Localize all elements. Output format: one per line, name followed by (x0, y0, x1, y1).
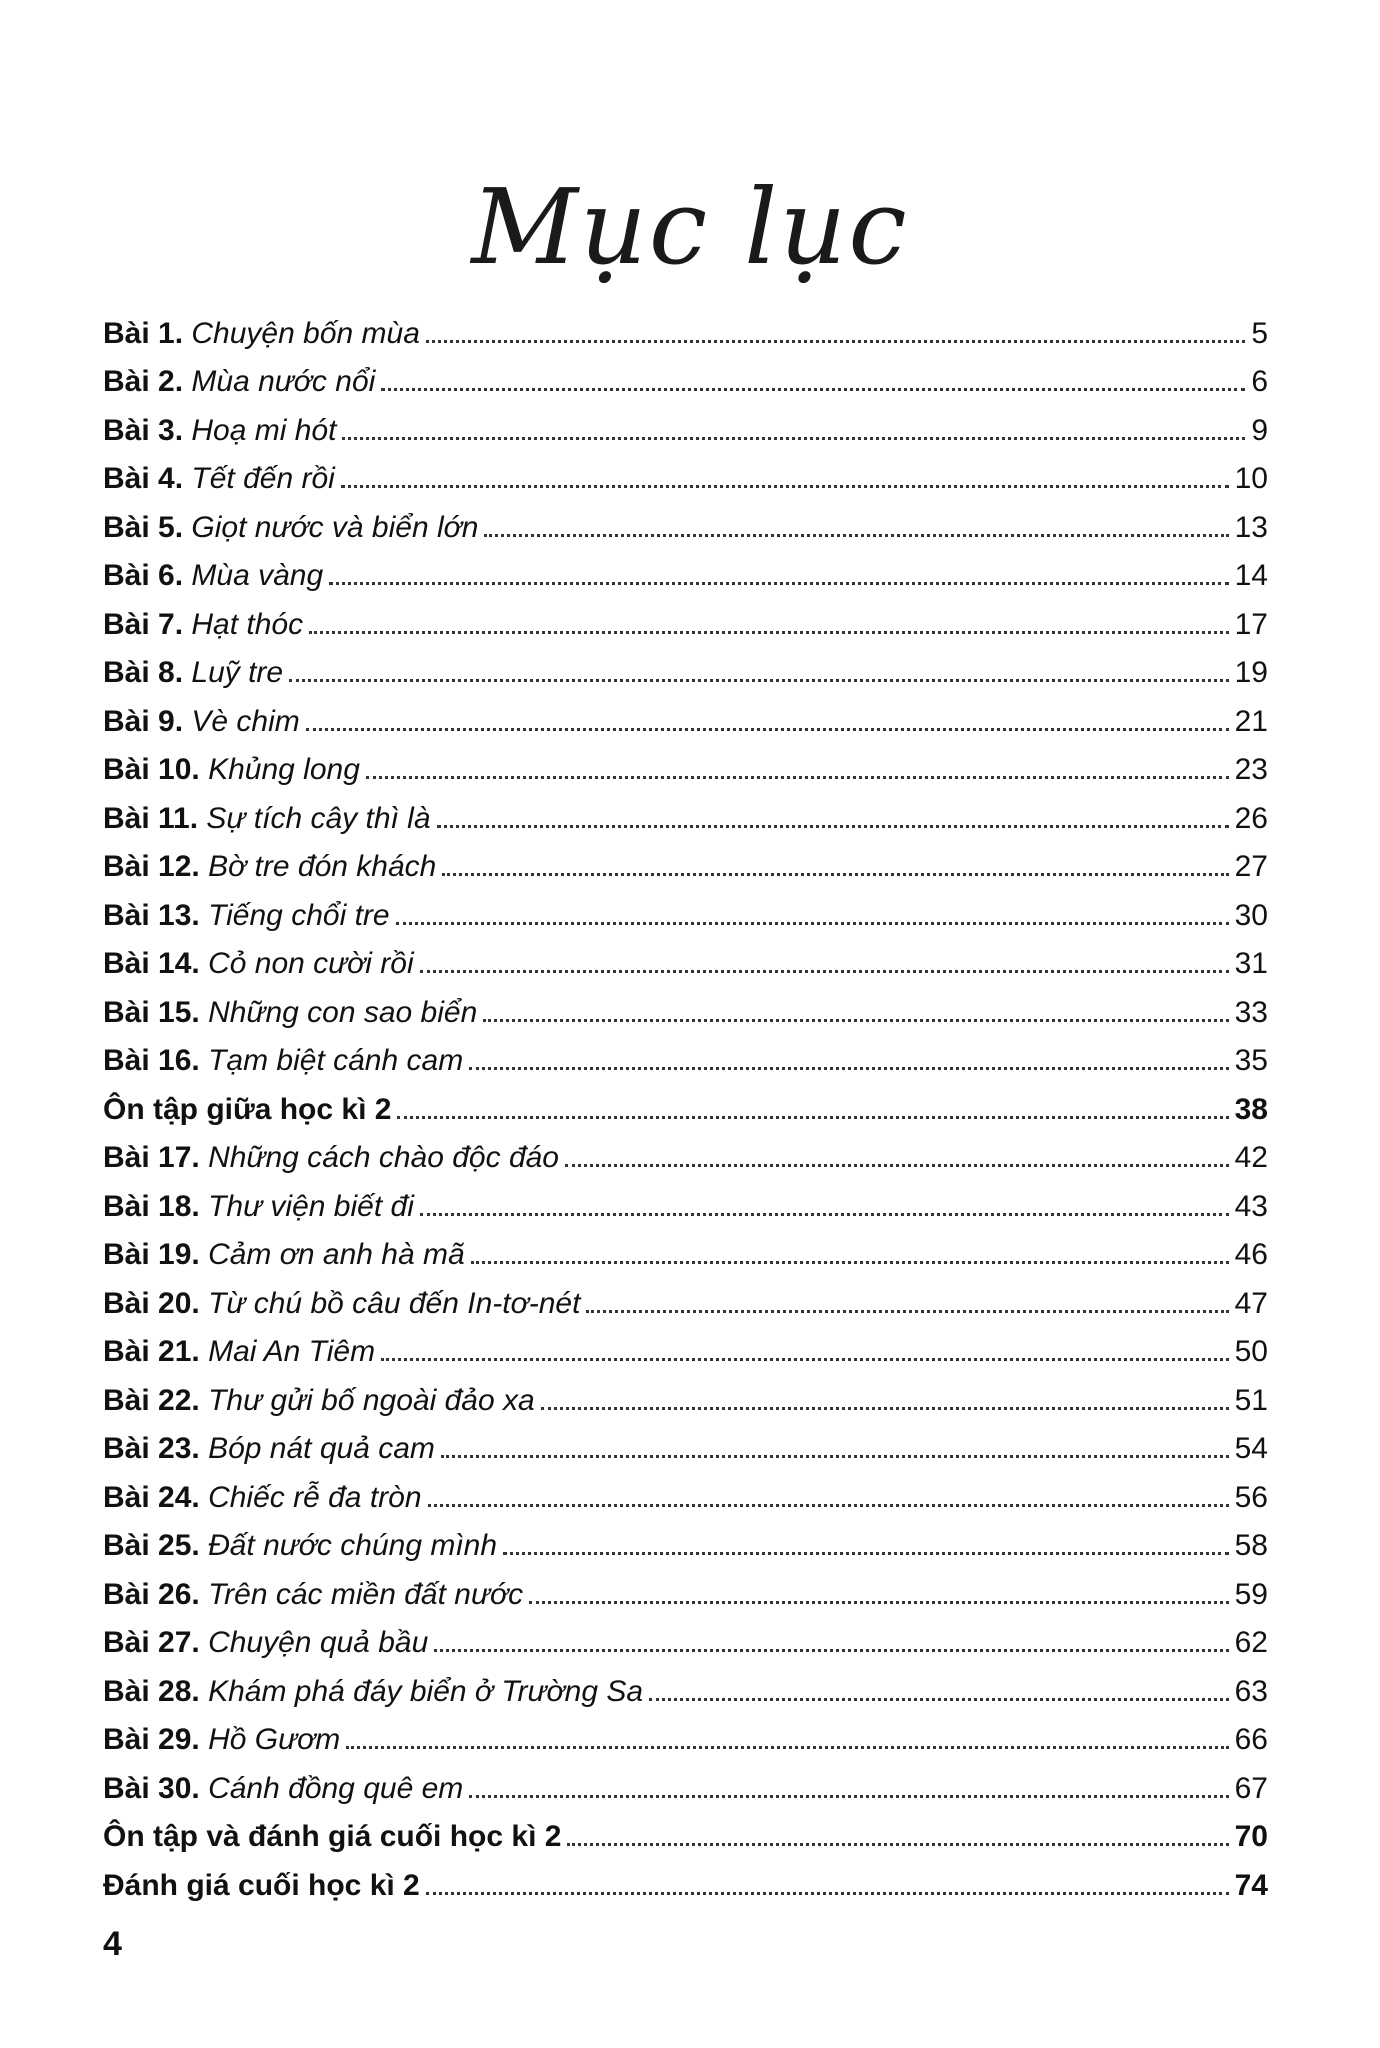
dot-leader (342, 437, 1245, 440)
dot-leader (397, 1116, 1228, 1119)
lesson-number: Bài 30. (103, 1771, 200, 1805)
dot-leader (381, 1358, 1229, 1361)
lesson-number: Bài 18. (103, 1189, 200, 1223)
lesson-number: Bài 22. (103, 1383, 200, 1417)
toc-entry (103, 543, 1268, 592)
lesson-title: Trên các miền đất nước (208, 1577, 524, 1611)
toc-page-number: 56 (1234, 1480, 1268, 1514)
toc-entry-label (103, 367, 375, 397)
toc-page-number: 5 (1251, 316, 1268, 350)
lesson-number: Bài 29. (103, 1723, 200, 1756)
toc-entry (103, 1658, 1268, 1707)
toc-page-number: 47 (1234, 1286, 1268, 1320)
toc-entry (103, 1513, 1268, 1562)
lesson-number: Bài 19. (103, 1238, 200, 1271)
lesson-number: Bài 17. (103, 1141, 200, 1174)
lesson-title: Thư viện biết đi (208, 1189, 414, 1223)
lesson-number: Bài 3. (103, 413, 184, 447)
toc-entry-label (103, 464, 335, 494)
toc-entry (103, 1707, 1268, 1756)
toc-page-number: 62 (1234, 1626, 1268, 1659)
toc-entry-label (103, 1628, 428, 1658)
toc-page-number: 38 (1234, 1092, 1268, 1126)
toc-page-number: 54 (1234, 1432, 1268, 1465)
toc-entry (103, 1464, 1268, 1513)
lesson-title: Khủng long (208, 753, 360, 786)
dot-leader (420, 1213, 1229, 1216)
lesson-title: Giọt nước và biển lớn (191, 510, 479, 544)
toc-entry-label (103, 704, 300, 738)
lesson-title: Thư gửi bố ngoài đảo xa (208, 1383, 535, 1417)
dot-leader (541, 1407, 1229, 1410)
toc-entry (103, 640, 1268, 689)
toc-entry-label (103, 413, 337, 447)
page-number: 4 (103, 1925, 122, 1963)
lesson-number: Bài 12. (103, 850, 200, 883)
toc-entry (103, 688, 1268, 737)
lesson-title: Mùa nước nổi (191, 365, 376, 398)
dot-leader (396, 922, 1229, 925)
toc-entry-label (103, 1531, 497, 1561)
lesson-number: Bài 13. (103, 898, 200, 932)
toc-entry (103, 397, 1268, 446)
table-of-contents (103, 300, 1268, 1901)
toc-entry-label (103, 1240, 465, 1270)
dot-leader (346, 1746, 1228, 1749)
dot-leader (469, 1795, 1228, 1798)
toc-page-number: 66 (1234, 1723, 1268, 1756)
toc-entry (103, 1367, 1268, 1416)
toc-page-number: 19 (1234, 656, 1268, 689)
toc-page-number: 6 (1251, 365, 1268, 398)
toc-entry-label (103, 1434, 435, 1464)
toc-page-number: 43 (1234, 1189, 1268, 1223)
lesson-number: Bài 6. (103, 559, 184, 592)
page-title: Mục lục (471, 165, 909, 288)
toc-entry (103, 591, 1268, 640)
lesson-title: Những cách chào độc đáo (208, 1141, 559, 1174)
lesson-number: Bài 27. (103, 1626, 200, 1659)
toc-entry-label (103, 1868, 420, 1902)
dot-leader (381, 388, 1245, 391)
toc-entry (103, 1755, 1268, 1804)
dot-leader (586, 1310, 1228, 1313)
toc-entry (103, 1416, 1268, 1465)
toc-entry-label (103, 755, 360, 785)
lesson-number: Bài 10. (103, 753, 200, 786)
toc-entry (103, 1173, 1268, 1222)
lesson-number: Bài 21. (103, 1335, 200, 1368)
toc-page-number: 74 (1234, 1868, 1268, 1902)
dot-leader (649, 1698, 1229, 1701)
lesson-title: Cánh đồng quê em (208, 1771, 464, 1805)
dot-leader (329, 582, 1228, 585)
dot-leader (483, 1019, 1228, 1022)
lesson-title: Mùa vàng (191, 559, 324, 592)
toc-entry-label (103, 510, 479, 544)
lesson-number: Bài 25. (103, 1529, 200, 1562)
section-title: Đánh giá cuối học kì 2 (103, 1868, 420, 1902)
toc-entry-label (103, 1143, 559, 1173)
lesson-title: Cảm ơn anh hà mã (208, 1238, 465, 1271)
toc-entry-label (103, 852, 436, 882)
toc-section-heading (103, 1804, 1268, 1853)
toc-page-number: 70 (1234, 1820, 1268, 1853)
lesson-number: Bài 26. (103, 1577, 200, 1611)
lesson-title: Cỏ non cười rồi (208, 947, 414, 980)
dot-leader (442, 873, 1228, 876)
lesson-number: Bài 23. (103, 1432, 200, 1465)
toc-entry-label (103, 1771, 464, 1805)
toc-page-number: 9 (1251, 413, 1268, 447)
toc-page-number: 35 (1234, 1044, 1268, 1077)
toc-entry-label (103, 1725, 340, 1755)
dot-leader (565, 1164, 1229, 1167)
toc-page-number: 23 (1234, 753, 1268, 786)
toc-entry-label (103, 1092, 392, 1126)
lesson-number: Bài 16. (103, 1044, 200, 1077)
dot-leader (420, 970, 1229, 973)
toc-page-number: 10 (1234, 462, 1268, 495)
toc-entry-label (103, 1286, 581, 1320)
lesson-number: Bài 20. (103, 1286, 200, 1320)
toc-entry-label (103, 1577, 524, 1611)
lesson-title: Hoạ mi hót (191, 413, 337, 447)
toc-page-number: 27 (1234, 850, 1268, 883)
lesson-title: Luỹ tre (191, 656, 284, 689)
dot-leader (437, 825, 1229, 828)
dot-leader (434, 1649, 1228, 1652)
section-title: Ôn tập giữa học kì 2 (103, 1092, 392, 1126)
lesson-number: Bài 1. (103, 316, 184, 350)
lesson-number: Bài 2. (103, 365, 184, 398)
toc-page-number: 67 (1234, 1771, 1268, 1805)
toc-entry-label (103, 898, 390, 932)
toc-page-number: 50 (1234, 1335, 1268, 1368)
dot-leader (503, 1552, 1229, 1555)
toc-entry-label (103, 561, 323, 591)
toc-entry-label (103, 316, 420, 350)
toc-entry-label (103, 995, 478, 1029)
lesson-number: Bài 28. (103, 1674, 200, 1708)
toc-entry-label (103, 1674, 644, 1708)
lesson-title: Hồ Gươm (208, 1723, 341, 1756)
toc-entry (103, 834, 1268, 883)
toc-page-number: 59 (1234, 1577, 1268, 1611)
toc-entry (103, 1270, 1268, 1319)
dot-leader (469, 1067, 1228, 1070)
toc-page-number: 21 (1234, 704, 1268, 738)
toc-entry (103, 1561, 1268, 1610)
toc-entry-label (103, 949, 414, 979)
lesson-title: Từ chú bồ câu đến In-tơ-nét (208, 1286, 581, 1320)
lesson-title: Bóp nát quả cam (208, 1432, 435, 1465)
lesson-title: Bờ tre đón khách (208, 850, 437, 883)
toc-entry-label (103, 1189, 414, 1223)
dot-leader (484, 534, 1228, 537)
toc-entry (103, 494, 1268, 543)
lesson-title: Chuyện bốn mùa (191, 316, 420, 350)
toc-entry (103, 349, 1268, 398)
toc-entry (103, 882, 1268, 931)
lesson-number: Bài 5. (103, 510, 184, 544)
toc-page-number: 46 (1234, 1238, 1268, 1271)
toc-entry (103, 1028, 1268, 1077)
lesson-number: Bài 15. (103, 995, 200, 1029)
toc-entry-label (103, 1383, 535, 1417)
toc-page-number: 63 (1234, 1674, 1268, 1708)
dot-leader (567, 1843, 1228, 1846)
lesson-number: Bài 9. (103, 704, 184, 738)
toc-entry-label (103, 1822, 561, 1852)
toc-entry-label (103, 1480, 422, 1514)
lesson-number: Bài 4. (103, 462, 184, 495)
lesson-title: Mai An Tiêm (208, 1335, 376, 1368)
dot-leader (309, 631, 1229, 634)
lesson-number: Bài 14. (103, 947, 200, 980)
lesson-title: Đất nước chúng mình (208, 1529, 498, 1562)
lesson-title: Hạt thóc (191, 607, 304, 641)
lesson-number: Bài 8. (103, 656, 184, 689)
toc-page-number: 33 (1234, 995, 1268, 1029)
toc-entry-label (103, 1046, 463, 1076)
toc-entry-label (103, 1337, 375, 1367)
lesson-title: Khám phá đáy biển ở Trường Sa (208, 1674, 644, 1708)
toc-entry (103, 979, 1268, 1028)
lesson-number: Bài 11. (103, 801, 199, 835)
toc-entry (103, 1222, 1268, 1271)
toc-section-heading (103, 1852, 1268, 1901)
toc-page-number: 42 (1234, 1141, 1268, 1174)
toc-entry (103, 300, 1268, 349)
toc-entry-label (103, 658, 283, 688)
dot-leader (428, 1504, 1229, 1507)
toc-entry-label (103, 607, 304, 641)
toc-entry (103, 1610, 1268, 1659)
toc-page-number: 30 (1234, 898, 1268, 932)
lesson-number: Bài 24. (103, 1480, 200, 1514)
toc-page-number: 13 (1234, 510, 1268, 544)
lesson-title: Chuyện quả bầu (208, 1626, 429, 1659)
lesson-title: Tạm biệt cánh cam (208, 1044, 464, 1077)
toc-entry (103, 1319, 1268, 1368)
lesson-title: Sự tích cây thì là (206, 801, 431, 835)
toc-page-number: 17 (1234, 607, 1268, 641)
toc-page-number: 58 (1234, 1529, 1268, 1562)
dot-leader (426, 340, 1245, 343)
lesson-number: Bài 7. (103, 607, 184, 641)
dot-leader (426, 1892, 1229, 1895)
dot-leader (529, 1601, 1229, 1604)
lesson-title: Những con sao biển (208, 995, 478, 1029)
toc-entry (103, 1125, 1268, 1174)
section-title: Ôn tập và đánh giá cuối học kì 2 (103, 1820, 562, 1853)
dot-leader (341, 485, 1229, 488)
toc-entry (103, 931, 1268, 980)
toc-entry (103, 785, 1268, 834)
lesson-title: Vè chim (191, 704, 300, 738)
dot-leader (441, 1455, 1229, 1458)
toc-page-number: 31 (1234, 947, 1268, 980)
dot-leader (471, 1261, 1229, 1264)
lesson-title: Tiếng chổi tre (208, 898, 390, 932)
toc-page-number: 51 (1234, 1383, 1268, 1417)
dot-leader (289, 679, 1229, 682)
dot-leader (366, 776, 1229, 779)
toc-section-heading (103, 1076, 1268, 1125)
toc-page-number: 26 (1234, 801, 1268, 835)
dot-leader (306, 728, 1229, 731)
lesson-title: Chiếc rễ đa tròn (208, 1480, 422, 1514)
toc-page-number: 14 (1234, 559, 1268, 592)
toc-entry-label (103, 801, 431, 835)
toc-entry (103, 446, 1268, 495)
lesson-title: Tết đến rồi (191, 462, 335, 495)
toc-entry (103, 737, 1268, 786)
